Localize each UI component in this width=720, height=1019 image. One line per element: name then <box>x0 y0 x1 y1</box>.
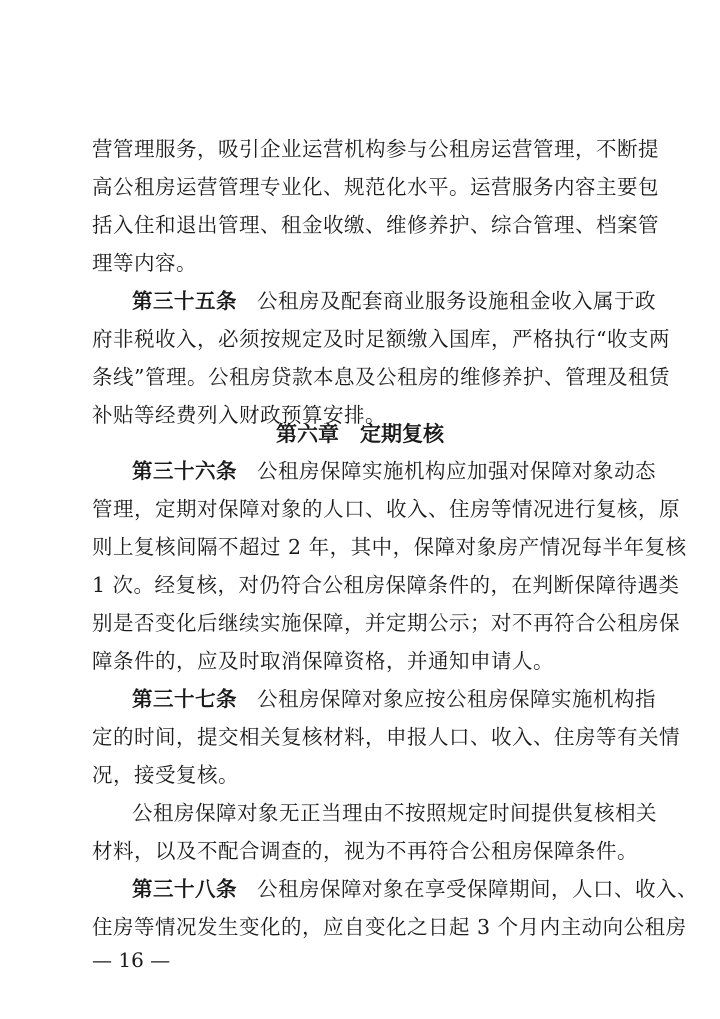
text-line: 况，接受复核。 <box>92 763 239 787</box>
text-line: 括入住和退出管理、租金收缴、维修养护、综合管理、档案管 <box>92 213 659 237</box>
text-line: 管理，定期对保障对象的人口、收入、住房等情况进行复核，原 <box>92 497 680 521</box>
text-line: 住房等情况发生变化的，应自变化之日起 3 个月内主动向公租房 <box>92 915 687 939</box>
text-line: 条线”管理。公租房贷款本息及公租房的维修养护、管理及租赁 <box>92 365 670 389</box>
chapter-heading: 第六章 定期复核 <box>276 422 444 446</box>
text-line: 理等内容。 <box>92 251 197 275</box>
text-line: 障条件的，应及时取消保障资格，并通知申请人。 <box>92 649 554 673</box>
text-line: 则上复核间隔不超过 2 年，其中，保障对象房产情况每半年复核 <box>92 535 687 559</box>
article-37-line <box>132 681 656 717</box>
article-text: 公租房保障实施机构应加强对保障对象动态 <box>257 459 656 483</box>
article-text: 公租房保障对象在享受保障期间，人口、收入、 <box>257 877 698 901</box>
text-line: 材料，以及不配合调查的，视为不再符合公租房保障条件。 <box>92 839 638 863</box>
article-label: 第三十七条 <box>132 687 237 711</box>
article-label: 第三十六条 <box>132 459 237 483</box>
article-text: 公租房保障对象应按公租房保障实施机构指 <box>257 687 656 711</box>
text-line: 高公租房运营管理专业化、规范化水平。运营服务内容主要包 <box>92 175 659 199</box>
page-number: — 16 — <box>92 948 171 972</box>
text-line: 补贴等经费列入财政预算安排。 <box>92 403 386 427</box>
text-line: 1 次。经复核，对仍符合公租房保障条件的，在判断保障待遇类 <box>92 573 680 597</box>
article-text: 公租房及配套商业服务设施租金收入属于政 <box>257 289 656 313</box>
article-label: 第三十五条 <box>132 289 237 313</box>
text-line: 公租房保障对象无正当理由不按照规定时间提供复核相关 <box>132 801 657 825</box>
article-label: 第三十八条 <box>132 877 237 901</box>
text-line: 定的时间，提交相关复核材料，申报人口、收入、住房等有关情 <box>92 725 680 749</box>
article-35-line <box>132 283 656 319</box>
article-36-line <box>132 453 656 489</box>
text-line: 营管理服务，吸引企业运营机构参与公租房运营管理，不断提 <box>92 137 659 161</box>
article-38-line <box>132 871 698 907</box>
text-line: 府非税收入，必须按规定及时足额缴入国库，严格执行“收支两 <box>92 327 670 351</box>
text-line: 别是否变化后继续实施保障，并定期公示；对不再符合公租房保 <box>92 611 680 635</box>
